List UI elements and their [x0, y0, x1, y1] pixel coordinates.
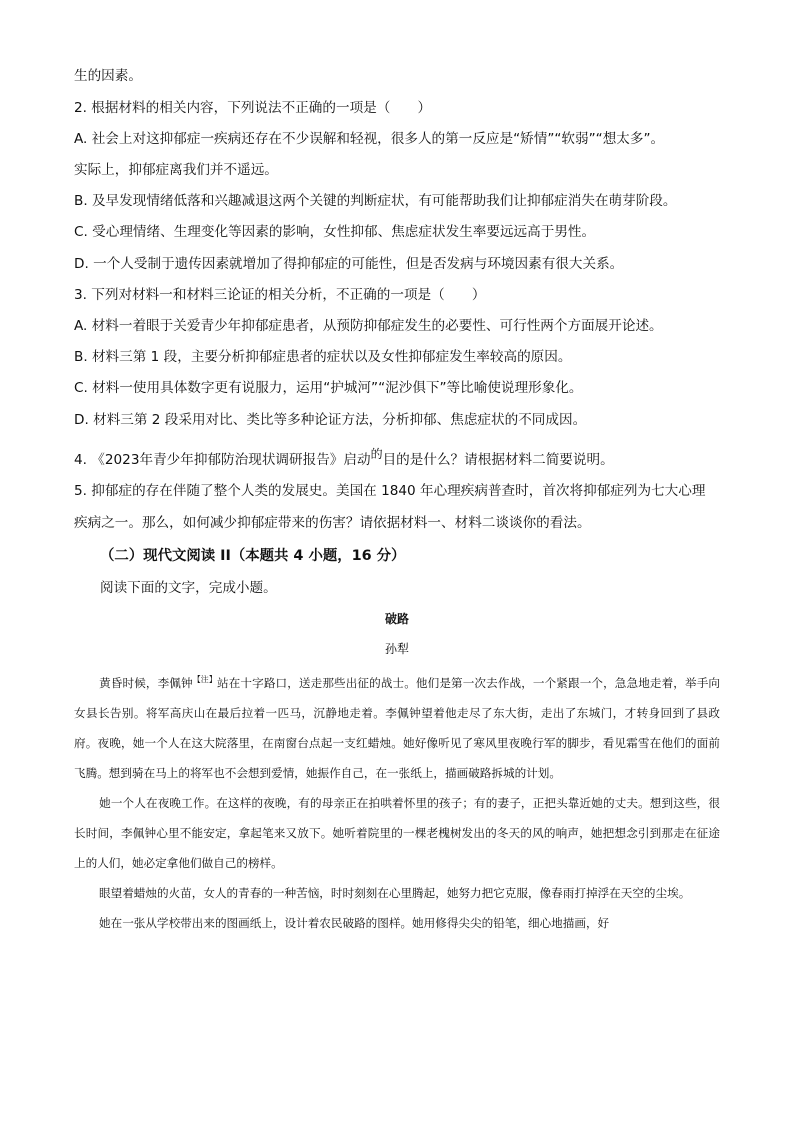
- story-paragraph-2-text: 她一个人在夜晚工作。在这样的夜晚，有的母亲正在拍哄着怀里的孩子；有的妻子，正把头靠近她的丈夫。想到这些，很长时间，李佩钟心里不能安定，拿起笔来又放下。她听着院里的一棵老槐树发出的冬天的风的响声，她把想念引到那走在征途上的人们，她必定拿他们做自己的榜样。: [74, 796, 720, 870]
- question-5-line-2: 疾病之一。那么，如何减少抑郁症带来的伤害？请依据材料一、材料二谈谈你的看法。: [74, 515, 591, 531]
- question-3-option-c: C. 材料一使用具体数字更有说服力，运用“护城河”“泥沙俱下”等比喻使说理形象化。: [74, 380, 583, 396]
- carry-over-line: 生的因素。: [74, 68, 142, 84]
- question-3-option-b: B. 材料三第 1 段，主要分析抑郁症患者的症状以及女性抑郁症发生率较高的原因。: [74, 349, 572, 365]
- question-5-line-1: 5. 抑郁症的存在伴随了整个人类的发展史。美国在 1840 年心理疾病普查时，首次将抑郁症列为七大心理: [74, 483, 706, 499]
- story-paragraph-4-text: 她在一张从学校带出来的图画纸上，设计着农民破路的图样。她用修得尖尖的铅笔，细心地描画，好: [99, 916, 610, 930]
- section-heading: （二）现代文阅读 II（本题共 4 小题，16 分）: [100, 548, 406, 564]
- question-3-stem: 3. 下列对材料一和材料三论证的相关分析，不正确的一项是（ ）: [74, 287, 486, 303]
- question-2-option-a: A. 社会上对这抑郁症一疾病还存在不少误解和轻视，很多人的第一反应是“矫情”“软弱”“想太多”。: [74, 131, 665, 147]
- story-author: 孙犁: [384, 642, 409, 656]
- story-title: 破路: [384, 612, 409, 626]
- story-paragraph-1-rest: 站在十字路口，送走那些出征的战士。他们是第一次去作战，一个紧跟一个，急急地走着，举手向女县长告别。将军高庆山在最后拉着一匹马，沉静地走着。李佩钟望着他走尽了东大街，走出了东城门，才转身回到了县政府。夜晚，她一个人在这大院落里，在南窗台点起一支红蜡烛。她好像听见了寒风里夜晚行军的脚步，看见霜雪在他们的面前飞腾。想到骑在马上的将军也不会想到爱情，她振作自己，在一张纸上，描画破路拆城的计划。: [74, 676, 720, 780]
- story-paragraph-2: [74, 788, 720, 878]
- question-4-text-after: 目的是什么？请根据材料二简要说明。: [382, 452, 614, 468]
- question-2-option-d: D. 一个人受制于遗传因素就增加了得抑郁症的可能性，但是否发病与环境因素有很大关系。: [74, 256, 624, 272]
- story-paragraph-3-text: 眼望着蜡烛的火苗，女人的青春的一种苦恼，时时刻刻在心里腾起，她努力把它克服，像春雨打掉浮在天空的尘埃。: [99, 886, 691, 900]
- story-paragraph-4: [74, 908, 720, 938]
- question-2-option-c: C. 受心理情绪、生理变化等因素的影响，女性抑郁、焦虑症状发生率要远远高于男性。: [74, 224, 596, 240]
- story-paragraph-1: [74, 665, 720, 788]
- question-2-stem: 2. 根据材料的相关内容，下列说法不正确的一项是（ ）: [74, 100, 432, 116]
- question-4: [74, 447, 614, 470]
- question-3-option-a: A. 材料一着眼于关爱青少年抑郁症患者，从预防抑郁症发生的必要性、可行性两个方面展开论述。: [74, 318, 663, 334]
- section-instruction: 阅读下面的文字，完成小题。: [100, 580, 277, 596]
- story-paragraph-1-start: 黄昏时候，李佩钟: [99, 676, 193, 690]
- story-body: [74, 665, 720, 938]
- question-2-option-a-cont: 实际上，抑郁症离我们并不遥远。: [74, 162, 278, 178]
- footnote-marker[interactable]: 【注】: [192, 675, 218, 684]
- question-3-option-d: D. 材料三第 2 段采用对比、类比等多种论证方法，分析抑郁、焦虑症状的不同成因。: [74, 412, 587, 428]
- question-4-text-before: 4. 《2023年青少年抑郁防治现状调研报告》启动: [74, 452, 371, 468]
- story-paragraph-3: [74, 878, 720, 908]
- question-2-option-b: B. 及早发现情绪低落和兴趣减退这两个关键的判断症状，有可能帮助我们让抑郁症消失在萌芽阶段。: [74, 193, 677, 209]
- question-4-raised-char: 的: [370, 447, 383, 461]
